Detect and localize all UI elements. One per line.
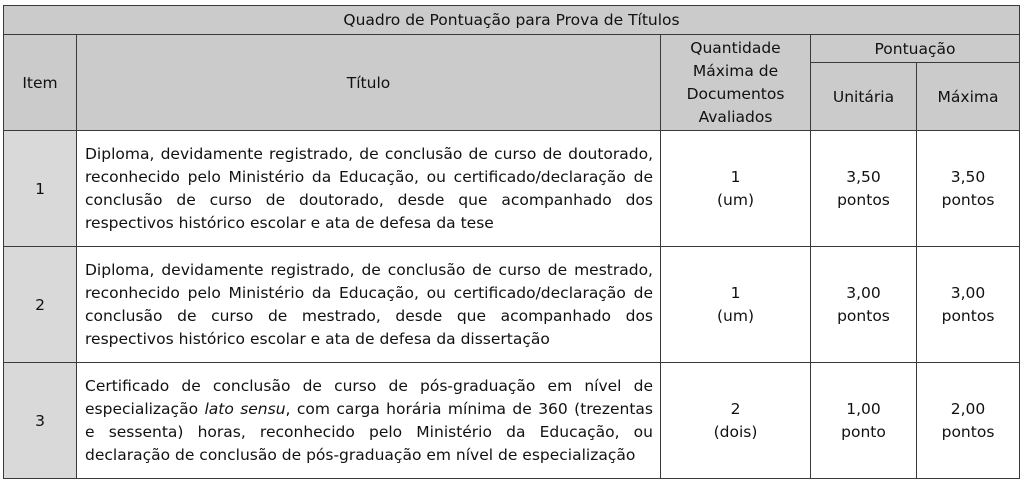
title-text-italic: lato sensu [204,399,286,418]
unit-score-value: 1,00 [846,399,881,418]
item-number: 2 [4,247,77,363]
header-quantity [661,35,811,131]
score-table [3,5,1020,479]
max-documents-number: 1 [730,283,741,302]
title-text-after: , com carga horária mínima de 360 (trezentas e sessenta) horas, reconhecido pelo Ministério da Educação, ou declaração de conclusão de pós-graduação em nível de especialização [85,399,653,464]
max-documents-words: (um) [716,190,755,209]
max-documents-number: 2 [730,399,741,418]
max-score-label: pontos [941,190,995,209]
max-score-label: pontos [941,422,995,441]
unit-score [811,363,917,479]
header-unit: Unitária [811,63,917,131]
unit-score-label: pontos [837,306,890,325]
header-quantity-line: Máxima de [692,61,779,80]
unit-score [811,131,917,247]
max-documents [661,131,811,247]
max-score [917,247,1020,363]
unit-score-label: pontos [837,190,890,209]
table-row [4,363,1020,479]
item-number: 1 [4,131,77,247]
max-documents [661,363,811,479]
max-score [917,363,1020,479]
max-score-value: 3,50 [950,167,986,186]
max-documents-words: (um) [716,306,755,325]
item-number: 3 [4,363,77,479]
header-quantity-line: Quantidade [690,38,781,57]
unit-score [811,247,917,363]
title-description [77,363,661,479]
score-table-container [3,5,1019,479]
title-text-before: Certificado de conclusão de curso de pós-graduação em nível de especialização [85,376,653,418]
max-score-value: 3,00 [950,283,986,302]
table-caption: Quadro de Pontuação para Prova de Títulos [4,6,1020,35]
max-score [917,131,1020,247]
max-documents [661,247,811,363]
unit-score-value: 3,00 [846,283,881,302]
table-row [4,131,1020,247]
max-documents-number: 1 [730,167,741,186]
header-score-group: Pontuação [811,35,1020,63]
max-documents-words: (dois) [713,422,758,441]
max-score-value: 2,00 [950,399,986,418]
title-description: Diploma, devidamente registrado, de conclusão de curso de doutorado, reconhecido pelo Ministério da Educação, ou certificado/declaração de conclusão de curso de doutorado, desde que acompanhado dos respectivos histórico escolar e ata de defesa da tese [77,131,661,247]
unit-score-label: ponto [841,422,886,441]
header-quantity-line: Avaliados [698,107,773,126]
header-quantity-line: Documentos [686,84,785,103]
max-score-label: pontos [941,306,995,325]
title-description: Diploma, devidamente registrado, de conclusão de curso de mestrado, reconhecido pelo Ministério da Educação, ou certificado/declaração de conclusão de curso de mestrado, desde que acompanhado dos respectivos histórico escolar e ata de defesa da dissertação [77,247,661,363]
header-max: Máxima [917,63,1020,131]
table-row [4,247,1020,363]
unit-score-value: 3,50 [846,167,881,186]
header-item: Item [4,35,77,131]
header-title: Título [77,35,661,131]
